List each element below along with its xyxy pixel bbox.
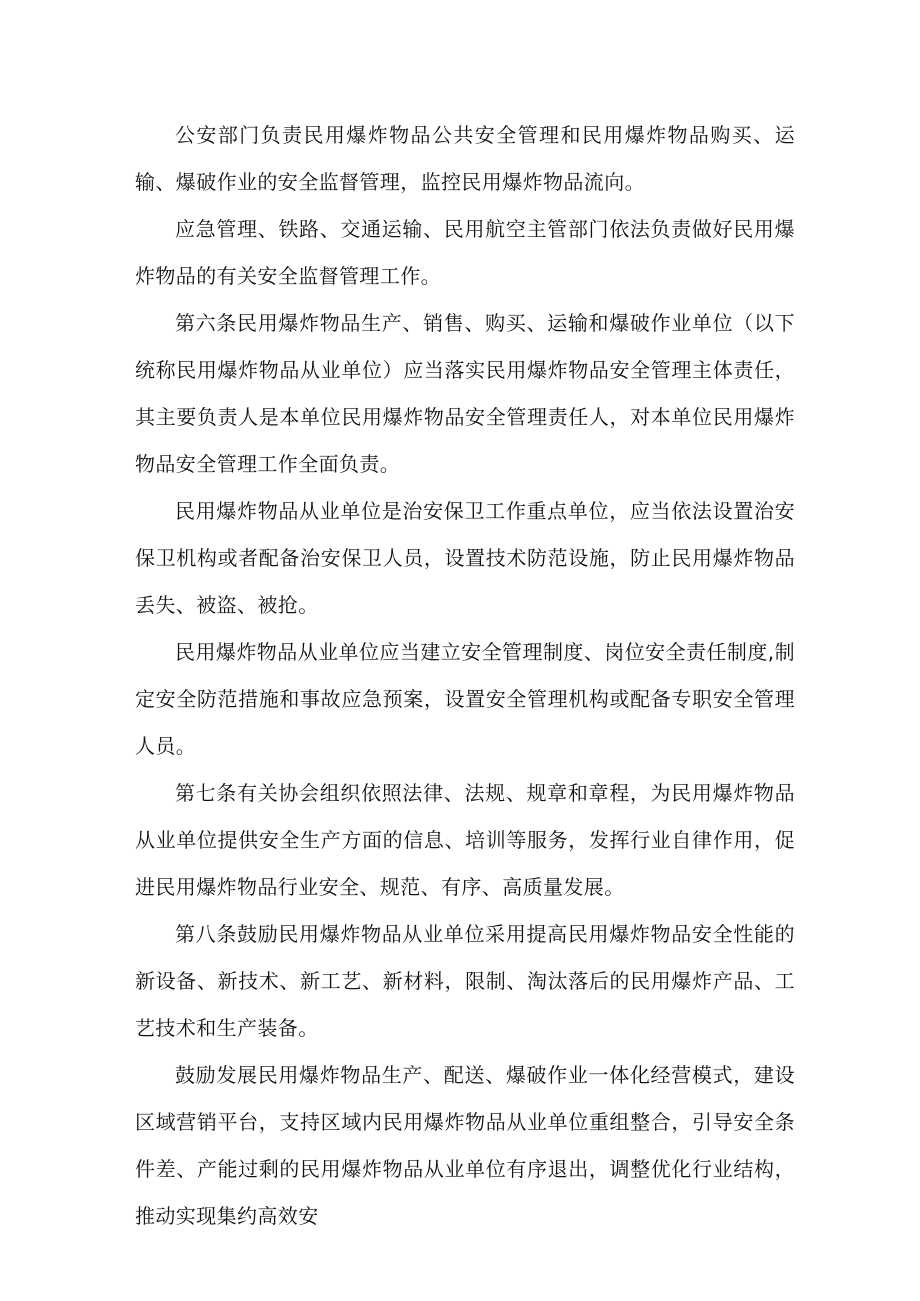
- paragraph: 第八条鼓励民用爆炸物品从业单位采用提高民用爆炸物品安全性能的新设备、新技术、新工艺、新材料，限制、淘汰落后的民用爆炸产品、工艺技术和生产装备。: [135, 922, 795, 1040]
- paragraph: 第六条民用爆炸物品生产、销售、购买、运输和爆破作业单位（以下统称民用爆炸物品从业单位）应当落实民用爆炸物品安全管理主体责任，其主要负责人是本单位民用爆炸物品安全管理责任人，对本单位民用爆炸物品安全管理工作全面负责。: [135, 311, 795, 476]
- paragraph: 第七条有关协会组织依照法律、法规、规章和章程，为民用爆炸物品从业单位提供安全生产方面的信息、培训等服务，发挥行业自律作用，促进民用爆炸物品行业安全、规范、有序、高质量发展。: [135, 781, 795, 899]
- paragraph: 应急管理、铁路、交通运输、民用航空主管部门依法负责做好民用爆炸物品的有关安全监督管理工作。: [135, 217, 795, 288]
- paragraph: 民用爆炸物品从业单位应当建立安全管理制度、岗位安全责任制度,制定安全防范措施和事故应急预案，设置安全管理机构或配备专职安全管理人员。: [135, 640, 795, 758]
- paragraph: 民用爆炸物品从业单位是治安保卫工作重点单位，应当依法设置治安保卫机构或者配备治安保卫人员，设置技术防范设施，防止民用爆炸物品丢失、被盗、被抢。: [135, 499, 795, 617]
- paragraph: 鼓励发展民用爆炸物品生产、配送、爆破作业一体化经营模式，建设区域营销平台，支持区域内民用爆炸物品从业单位重组整合，引导安全条件差、产能过剩的民用爆炸物品从业单位有序退出，调整优化行业结构，推动实现集约高效安: [135, 1063, 795, 1228]
- paragraph: 公安部门负责民用爆炸物品公共安全管理和民用爆炸物品购买、运输、爆破作业的安全监督管理，监控民用爆炸物品流向。: [135, 123, 795, 194]
- document-body: [135, 112, 795, 1240]
